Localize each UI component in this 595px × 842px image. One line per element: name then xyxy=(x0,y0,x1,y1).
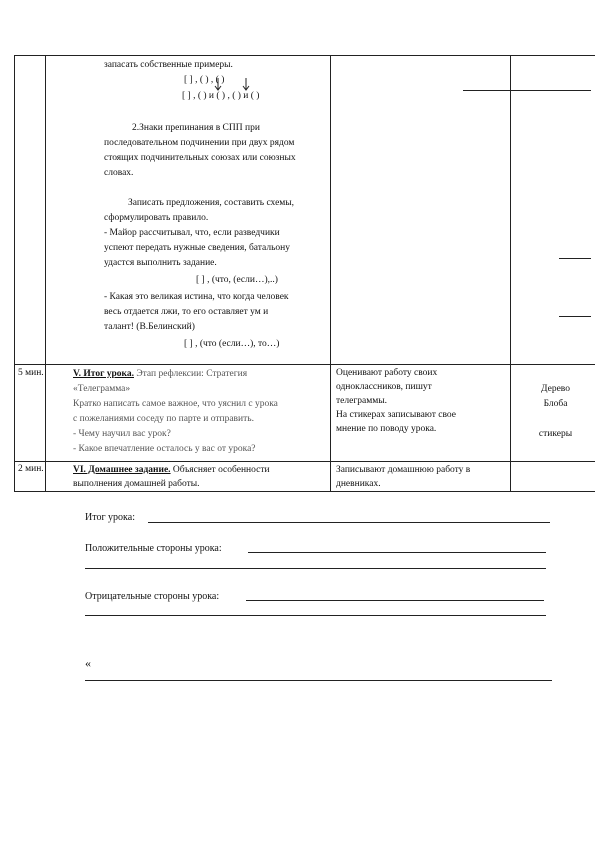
schema-line: [ ] , (что (если…), то…) xyxy=(184,339,280,349)
resources-cell xyxy=(511,462,595,492)
text-line: телеграммы. xyxy=(336,396,387,406)
stage-title: V. Итог урока. Этап рефлексии: Стратегия xyxy=(73,369,248,379)
lesson-table xyxy=(14,55,595,492)
text-line: стоящих подчинительных союзах или союзных xyxy=(104,153,296,163)
student-activity-cell xyxy=(331,56,511,365)
text-line: Оценивают работу своих xyxy=(336,368,438,378)
table-row xyxy=(15,462,595,492)
text-line: - Какое впечатление осталось у вас от урока? xyxy=(73,444,256,454)
teacher-activity-cell xyxy=(46,365,331,462)
summary-label: Итог урока: xyxy=(85,512,135,523)
resource-label: Блоба xyxy=(543,399,568,409)
text-line: последовательном подчинении при двух рядом xyxy=(104,138,295,148)
text-line: - Какая это великая истина, что когда человек xyxy=(104,292,289,302)
resources-cell xyxy=(511,56,595,365)
text-line: 2.Знаки препинания в СПП при xyxy=(132,123,260,133)
student-activity-cell xyxy=(331,462,511,492)
positive-line xyxy=(248,552,546,553)
schema-arrows xyxy=(196,76,276,100)
time-cell xyxy=(15,365,46,462)
text-line: весь отдается лжи, то его оставляет ум и xyxy=(104,307,269,317)
text-line: мнение по поводу урока. xyxy=(336,424,437,434)
student-activity-cell xyxy=(331,365,511,462)
text-line: запасать собственные примеры. xyxy=(104,60,233,70)
text-line: выполнения домашней работы. xyxy=(73,479,200,489)
text-line: дневниках. xyxy=(336,479,381,489)
text-line: Кратко написать самое важное, что уяснил с урока xyxy=(73,399,278,409)
connector-line xyxy=(463,90,513,91)
resource-label: стикеры xyxy=(538,429,573,439)
schema-line: [ ] , ( ) и ( ) , ( ) и ( ) xyxy=(182,91,260,101)
time-label: 5 мин. xyxy=(18,368,44,378)
time-cell xyxy=(15,462,46,492)
text-line: словах. xyxy=(104,168,134,178)
teacher-activity-cell xyxy=(46,462,331,492)
negative-label: Отрицательные стороны урока: xyxy=(85,591,220,602)
schema-line: [ ] , (что, (если…),..) xyxy=(196,275,278,285)
connector-line xyxy=(559,316,591,317)
time-cell xyxy=(15,56,46,365)
resources-cell xyxy=(511,365,595,462)
schema-line: [ ] , ( ) , ( ) xyxy=(184,75,225,85)
summary-line xyxy=(148,522,550,523)
table-row xyxy=(15,56,595,365)
table-row xyxy=(15,365,595,462)
teacher-activity-cell xyxy=(46,56,331,365)
text-line: Записать предложения, составить схемы, xyxy=(128,198,295,208)
text-line: На стикерах записывают свое xyxy=(336,410,456,420)
text-line: с пожеланиями соседу по парте и отправить. xyxy=(73,414,254,424)
text-line: - Майор рассчитывал, что, если разведчики xyxy=(104,228,280,238)
text-line: - Чему научил вас урок? xyxy=(73,429,171,439)
connector-line xyxy=(511,90,591,91)
negative-line-2 xyxy=(85,615,546,616)
stage-title: VI. Домашнее задание. Объясняет особенности xyxy=(73,465,270,475)
text-line: удастся выполнить задание. xyxy=(104,258,217,268)
text-line: «Телеграмма» xyxy=(73,384,131,394)
text-line: талант! (В.Белинский) xyxy=(104,322,195,332)
quote-mark: « xyxy=(85,656,91,670)
quote-line xyxy=(85,680,552,681)
resource-label: Дерево xyxy=(541,384,570,394)
text-line: сформулировать правило. xyxy=(104,213,209,223)
positive-line-2 xyxy=(85,568,546,569)
negative-line xyxy=(246,600,544,601)
text-line: одноклассников, пишут xyxy=(336,382,432,392)
text-line: успеют передать нужные сведения, батальону xyxy=(104,243,291,253)
text-line: Записывают домашнюю работу в xyxy=(336,465,471,475)
connector-line xyxy=(559,258,591,259)
time-label: 2 мин. xyxy=(18,464,44,474)
positive-label: Положительные стороны урока: xyxy=(85,543,222,554)
